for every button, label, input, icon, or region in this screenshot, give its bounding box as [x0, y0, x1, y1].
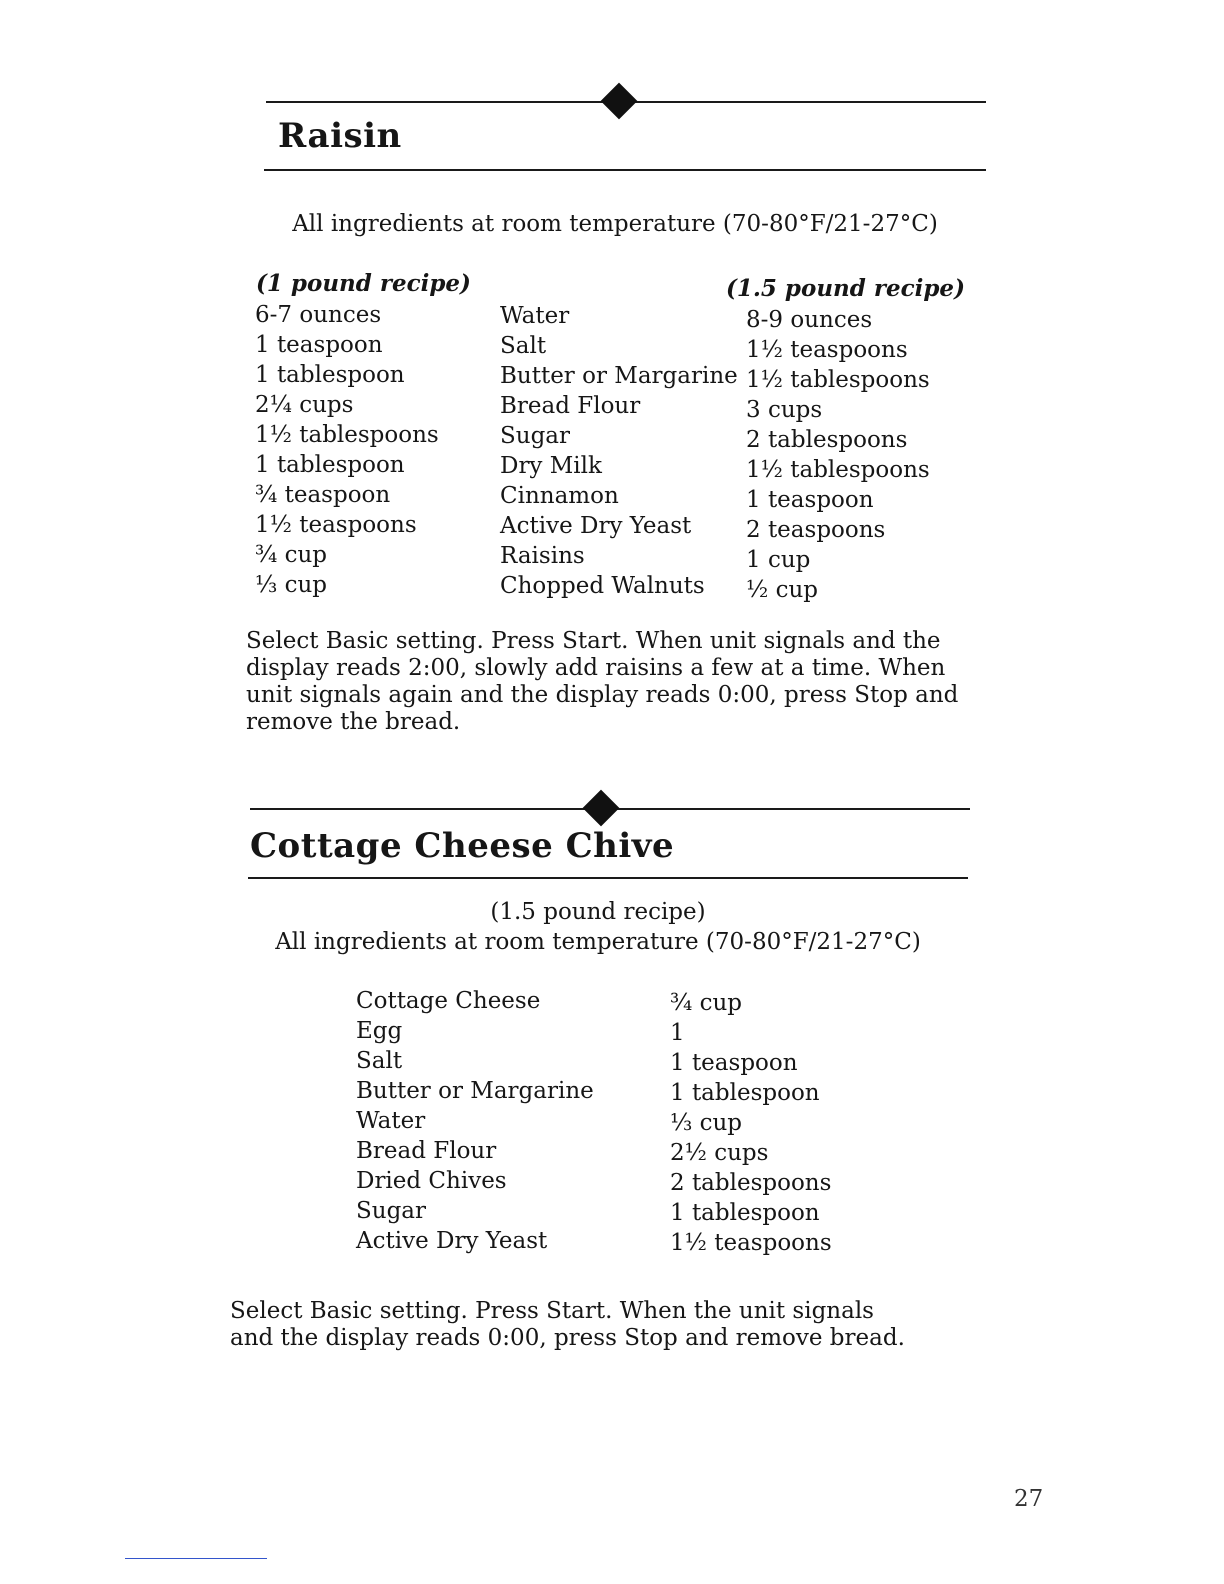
list-item: Dried Chives: [356, 1168, 507, 1194]
raisin-title: Raisin: [278, 116, 402, 156]
list-item: Sugar: [356, 1198, 426, 1224]
list-item: 1½ teaspoons: [255, 512, 417, 538]
list-item: Water: [500, 303, 570, 329]
list-item: ⅓ cup: [670, 1110, 743, 1136]
list-item: ⅓ cup: [255, 572, 328, 598]
list-item: 2 teaspoons: [746, 517, 886, 543]
list-item: ¾ cup: [255, 542, 328, 568]
list-item: 2 tablespoons: [746, 427, 908, 453]
list-item: Cinnamon: [500, 483, 619, 509]
list-item: Water: [356, 1108, 426, 1134]
raisin-instructions: Select Basic setting. Press Start. When unit signals and the display reads 2:00, slowly add raisins a few at a time. When unit signals again and the display reads 0:00, press Stop and remove the bread.: [246, 628, 959, 735]
diamond-ornament-icon: [583, 790, 620, 827]
list-item: Chopped Walnuts: [500, 573, 705, 599]
raisin-large-amounts: [746, 305, 930, 605]
list-item: 1 tablespoon: [670, 1200, 820, 1226]
list-item: 1 cup: [746, 547, 811, 573]
list-item: ¾ teaspoon: [255, 482, 391, 508]
raisin-small-amounts: [255, 300, 439, 600]
list-item: Active Dry Yeast: [356, 1228, 548, 1254]
raisin-title-underline: [264, 169, 986, 171]
list-item: 1: [670, 1020, 685, 1046]
raisin-col-head-small: (1 pound recipe): [256, 270, 471, 297]
list-item: 1½ tablespoons: [746, 367, 930, 393]
list-item: Butter or Margarine: [500, 363, 738, 389]
list-item: 1 tablespoon: [670, 1080, 820, 1106]
list-item: ½ cup: [746, 577, 819, 603]
list-item: Salt: [500, 333, 547, 359]
raisin-ingredients: [500, 301, 738, 601]
list-item: ¾ cup: [670, 990, 743, 1016]
list-item: 1 tablespoon: [255, 452, 405, 478]
page-number: 27: [1014, 1486, 1044, 1512]
cottage-temperature-note: All ingredients at room temperature (70-80°F/21-27°C): [275, 929, 921, 955]
cottage-ingredients: [356, 986, 594, 1256]
list-item: 1 teaspoon: [670, 1050, 798, 1076]
list-item: 1½ teaspoons: [746, 337, 908, 363]
list-item: Active Dry Yeast: [500, 513, 692, 539]
list-item: 1½ tablespoons: [255, 422, 439, 448]
list-item: 2¼ cups: [255, 392, 354, 418]
cottage-amounts: [670, 988, 832, 1258]
list-item: Egg: [356, 1018, 403, 1044]
cottage-title: Cottage Cheese Chive: [250, 826, 675, 866]
list-item: Dry Milk: [500, 453, 602, 479]
list-item: 2 tablespoons: [670, 1170, 832, 1196]
list-item: 2½ cups: [670, 1140, 769, 1166]
list-item: 1 teaspoon: [746, 487, 874, 513]
raisin-temperature-note: All ingredients at room temperature (70-80°F/21-27°C): [292, 211, 938, 237]
list-item: 1 teaspoon: [255, 332, 383, 358]
cottage-recipe-size: (1.5 pound recipe): [490, 899, 706, 925]
list-item: Salt: [356, 1048, 403, 1074]
list-item: 1½ tablespoons: [746, 457, 930, 483]
footer-link-line: [125, 1558, 267, 1559]
list-item: Butter or Margarine: [356, 1078, 594, 1104]
raisin-col-head-large: (1.5 pound recipe): [726, 275, 965, 302]
list-item: Raisins: [500, 543, 585, 569]
cottage-instructions: Select Basic setting. Press Start. When the unit signals and the display reads 0:00, press Stop and remove bread.: [230, 1298, 905, 1351]
list-item: Cottage Cheese: [356, 988, 541, 1014]
list-item: Bread Flour: [356, 1138, 497, 1164]
diamond-ornament-icon: [601, 83, 638, 120]
list-item: 8-9 ounces: [746, 307, 873, 333]
cottage-title-underline: [248, 877, 968, 879]
list-item: Sugar: [500, 423, 570, 449]
list-item: 6-7 ounces: [255, 302, 382, 328]
list-item: Bread Flour: [500, 393, 641, 419]
list-item: 3 cups: [746, 397, 823, 423]
list-item: 1 tablespoon: [255, 362, 405, 388]
list-item: 1½ teaspoons: [670, 1230, 832, 1256]
